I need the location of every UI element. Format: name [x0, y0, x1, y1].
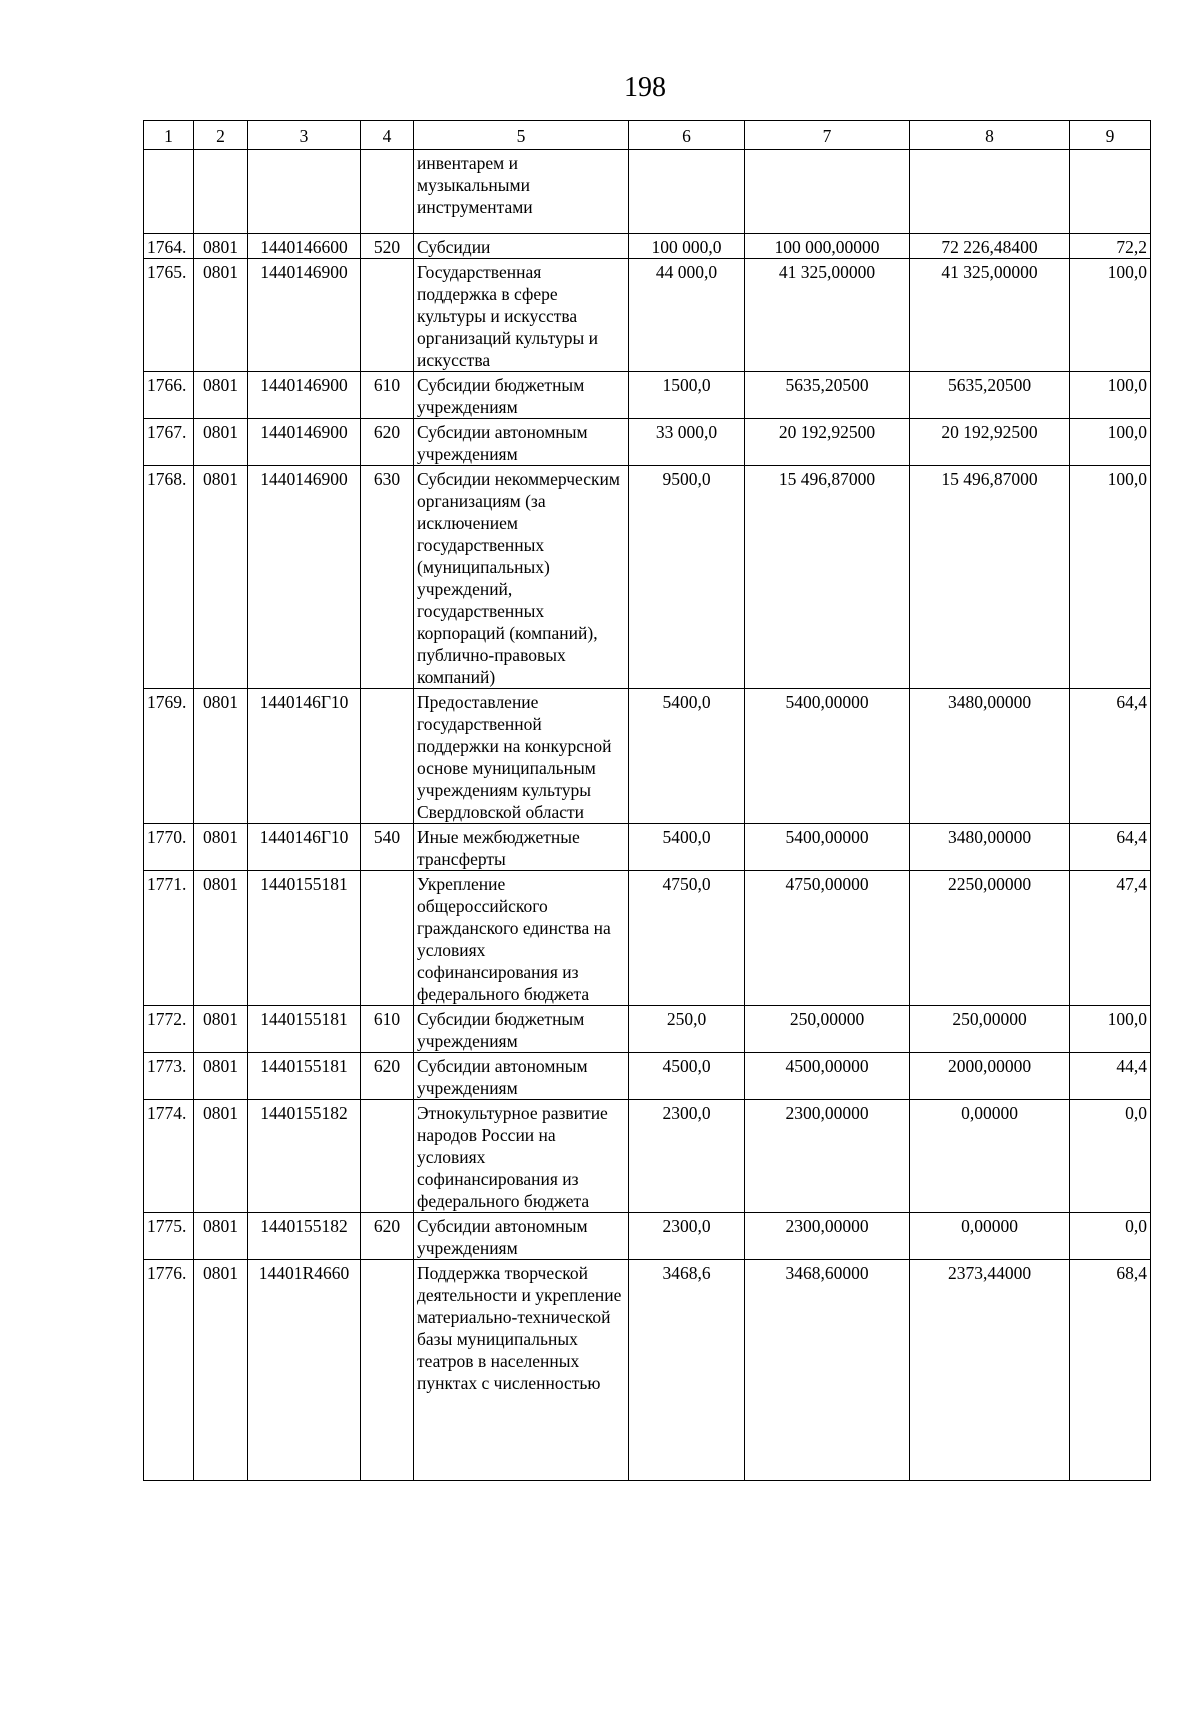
executed-amount: 3480,00000	[910, 824, 1070, 871]
item-name: Поддержка творческой деятельности и укрепление материально-технической базы муниципальных театров в населенных пунктах с численностью	[414, 1260, 629, 1481]
revised-amount: 100 000,00000	[745, 234, 910, 259]
approved-amount: 250,0	[629, 1006, 745, 1053]
expense-type	[361, 1260, 414, 1481]
execution-percent: 100,0	[1070, 466, 1151, 689]
row-number: 1776.	[144, 1260, 194, 1481]
revised-amount: 3468,60000	[745, 1260, 910, 1481]
executed-amount: 2000,00000	[910, 1053, 1070, 1100]
executed-amount: 20 192,92500	[910, 419, 1070, 466]
expense-type: 620	[361, 1213, 414, 1260]
table-row	[144, 824, 1151, 871]
section-code: 0801	[194, 1006, 248, 1053]
section-code: 0801	[194, 1053, 248, 1100]
table-row	[144, 234, 1151, 259]
section-code: 0801	[194, 1100, 248, 1213]
expense-type: 630	[361, 466, 414, 689]
header-cell-8: 8	[910, 121, 1070, 150]
execution-percent: 100,0	[1070, 259, 1151, 372]
page-number: 198	[624, 72, 666, 103]
item-name: Субсидии	[414, 234, 629, 259]
section-code: 0801	[194, 372, 248, 419]
revised-amount: 41 325,00000	[745, 259, 910, 372]
target-code: 1440146600	[248, 234, 361, 259]
row-number: 1768.	[144, 466, 194, 689]
item-name: Этнокультурное развитие народов России на условиях софинансирования из федерального бюджета	[414, 1100, 629, 1213]
target-code: 1440155182	[248, 1213, 361, 1260]
continuation-c6	[629, 150, 745, 234]
approved-amount: 5400,0	[629, 824, 745, 871]
section-code: 0801	[194, 259, 248, 372]
execution-percent: 72,2	[1070, 234, 1151, 259]
execution-percent: 64,4	[1070, 689, 1151, 824]
approved-amount: 2300,0	[629, 1213, 745, 1260]
expense-type	[361, 259, 414, 372]
approved-amount: 1500,0	[629, 372, 745, 419]
header-cell-5: 5	[414, 121, 629, 150]
section-code: 0801	[194, 689, 248, 824]
approved-amount: 4500,0	[629, 1053, 745, 1100]
section-code: 0801	[194, 1260, 248, 1481]
row-number: 1770.	[144, 824, 194, 871]
table-row	[144, 1006, 1151, 1053]
revised-amount: 250,00000	[745, 1006, 910, 1053]
continuation-c8	[910, 150, 1070, 234]
section-code: 0801	[194, 1213, 248, 1260]
revised-amount: 5400,00000	[745, 824, 910, 871]
row-number: 1767.	[144, 419, 194, 466]
section-code: 0801	[194, 234, 248, 259]
executed-amount: 2373,44000	[910, 1260, 1070, 1481]
continuation-row	[144, 150, 1151, 234]
continuation-name: инвентарем и музыкальными инструментами	[414, 150, 629, 234]
target-code: 1440146Г10	[248, 824, 361, 871]
row-number: 1775.	[144, 1213, 194, 1260]
item-name: Субсидии автономным учреждениям	[414, 419, 629, 466]
item-name: Субсидии автономным учреждениям	[414, 1053, 629, 1100]
revised-amount: 20 192,92500	[745, 419, 910, 466]
expense-type: 540	[361, 824, 414, 871]
execution-percent: 0,0	[1070, 1100, 1151, 1213]
approved-amount: 44 000,0	[629, 259, 745, 372]
executed-amount: 72 226,48400	[910, 234, 1070, 259]
item-name: Государственная поддержка в сфере культуры и искусства организаций культуры и искусства	[414, 259, 629, 372]
table-row	[144, 259, 1151, 372]
revised-amount: 15 496,87000	[745, 466, 910, 689]
expense-type	[361, 689, 414, 824]
item-name: Иные межбюджетные трансферты	[414, 824, 629, 871]
header-row	[144, 121, 1151, 150]
item-name: Субсидии автономным учреждениям	[414, 1213, 629, 1260]
row-number: 1769.	[144, 689, 194, 824]
approved-amount: 5400,0	[629, 689, 745, 824]
revised-amount: 4750,00000	[745, 871, 910, 1006]
continuation-code	[248, 150, 361, 234]
table-row	[144, 372, 1151, 419]
expense-type: 520	[361, 234, 414, 259]
approved-amount: 4750,0	[629, 871, 745, 1006]
target-code: 1440155181	[248, 1053, 361, 1100]
row-number: 1773.	[144, 1053, 194, 1100]
table-row	[144, 871, 1151, 1006]
execution-percent: 68,4	[1070, 1260, 1151, 1481]
execution-percent: 64,4	[1070, 824, 1151, 871]
execution-percent: 100,0	[1070, 372, 1151, 419]
section-code: 0801	[194, 419, 248, 466]
target-code: 1440146900	[248, 372, 361, 419]
executed-amount: 0,00000	[910, 1213, 1070, 1260]
budget-table	[143, 120, 1151, 1481]
continuation-c7	[745, 150, 910, 234]
expense-type: 620	[361, 419, 414, 466]
item-name: Предоставление государственной поддержки на конкурсной основе муниципальным учреждениям культуры Свердловской области	[414, 689, 629, 824]
row-number: 1764.	[144, 234, 194, 259]
executed-amount: 5635,20500	[910, 372, 1070, 419]
approved-amount: 2300,0	[629, 1100, 745, 1213]
item-name: Укрепление общероссийского гражданского единства на условиях софинансирования из федерального бюджета	[414, 871, 629, 1006]
executed-amount: 0,00000	[910, 1100, 1070, 1213]
target-code: 1440155181	[248, 1006, 361, 1053]
revised-amount: 4500,00000	[745, 1053, 910, 1100]
item-name: Субсидии некоммерческим организациям (за исключением государственных (муниципальных) учреждений, государственных корпораций (компаний), публично-правовых компаний)	[414, 466, 629, 689]
item-name: Субсидии бюджетным учреждениям	[414, 372, 629, 419]
table-row	[144, 466, 1151, 689]
header-cell-3: 3	[248, 121, 361, 150]
execution-percent: 44,4	[1070, 1053, 1151, 1100]
table-row	[144, 1100, 1151, 1213]
header-cell-4: 4	[361, 121, 414, 150]
approved-amount: 3468,6	[629, 1260, 745, 1481]
approved-amount: 33 000,0	[629, 419, 745, 466]
continuation-section	[194, 150, 248, 234]
target-code: 1440155182	[248, 1100, 361, 1213]
expense-type	[361, 871, 414, 1006]
row-number: 1772.	[144, 1006, 194, 1053]
header-cell-2: 2	[194, 121, 248, 150]
table-row	[144, 1053, 1151, 1100]
continuation-num	[144, 150, 194, 234]
table-row	[144, 1213, 1151, 1260]
header-cell-7: 7	[745, 121, 910, 150]
continuation-c9	[1070, 150, 1151, 234]
table-row	[144, 419, 1151, 466]
table-row	[144, 1260, 1151, 1481]
target-code: 1440146Г10	[248, 689, 361, 824]
target-code: 1440146900	[248, 466, 361, 689]
revised-amount: 2300,00000	[745, 1213, 910, 1260]
target-code: 14401R4660	[248, 1260, 361, 1481]
item-name: Субсидии бюджетным учреждениям	[414, 1006, 629, 1053]
expense-type	[361, 1100, 414, 1213]
executed-amount: 15 496,87000	[910, 466, 1070, 689]
executed-amount: 2250,00000	[910, 871, 1070, 1006]
expense-type: 610	[361, 372, 414, 419]
execution-percent: 100,0	[1070, 419, 1151, 466]
target-code: 1440146900	[248, 419, 361, 466]
table-row	[144, 689, 1151, 824]
executed-amount: 250,00000	[910, 1006, 1070, 1053]
execution-percent: 100,0	[1070, 1006, 1151, 1053]
execution-percent: 47,4	[1070, 871, 1151, 1006]
expense-type: 620	[361, 1053, 414, 1100]
header-cell-9: 9	[1070, 121, 1151, 150]
header-cell-1: 1	[144, 121, 194, 150]
header-cell-6: 6	[629, 121, 745, 150]
row-number: 1766.	[144, 372, 194, 419]
target-code: 1440155181	[248, 871, 361, 1006]
continuation-type	[361, 150, 414, 234]
approved-amount: 100 000,0	[629, 234, 745, 259]
approved-amount: 9500,0	[629, 466, 745, 689]
target-code: 1440146900	[248, 259, 361, 372]
row-number: 1774.	[144, 1100, 194, 1213]
revised-amount: 5400,00000	[745, 689, 910, 824]
executed-amount: 41 325,00000	[910, 259, 1070, 372]
section-code: 0801	[194, 824, 248, 871]
execution-percent: 0,0	[1070, 1213, 1151, 1260]
expense-type: 610	[361, 1006, 414, 1053]
row-number: 1765.	[144, 259, 194, 372]
revised-amount: 2300,00000	[745, 1100, 910, 1213]
row-number: 1771.	[144, 871, 194, 1006]
revised-amount: 5635,20500	[745, 372, 910, 419]
executed-amount: 3480,00000	[910, 689, 1070, 824]
section-code: 0801	[194, 466, 248, 689]
section-code: 0801	[194, 871, 248, 1006]
